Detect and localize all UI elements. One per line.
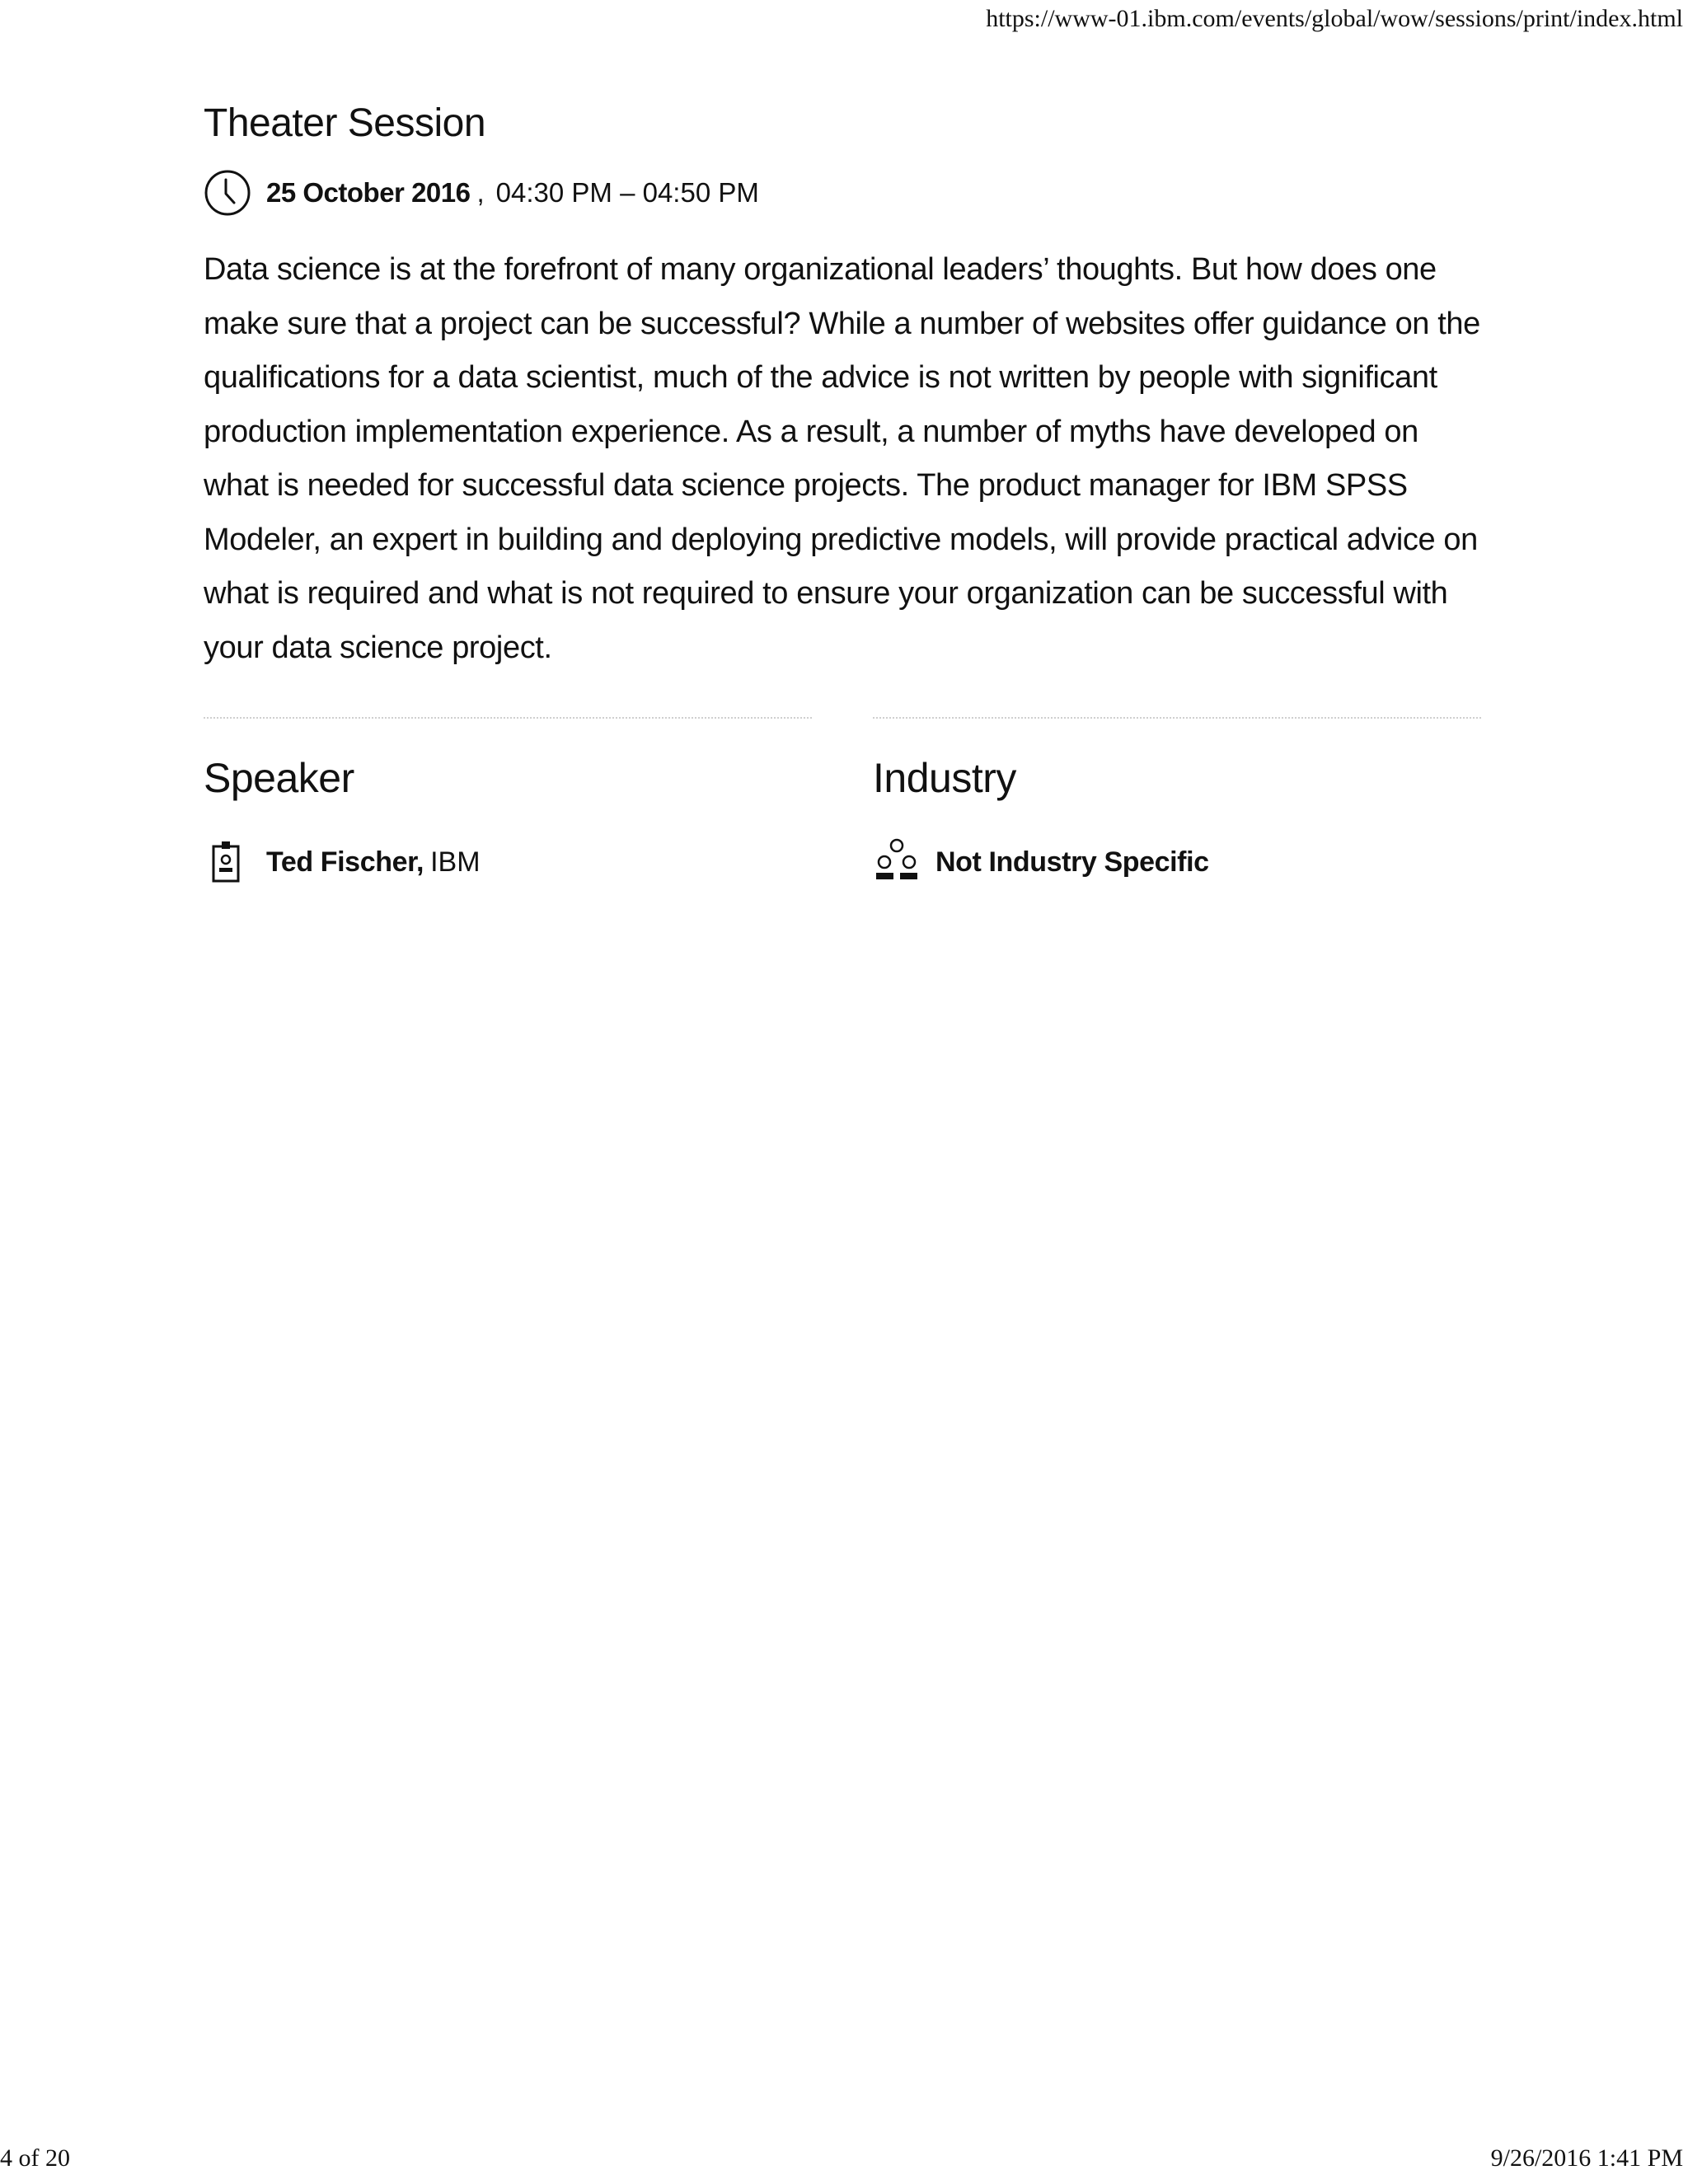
industry-heading: Industry [873, 755, 1016, 801]
divider-right [873, 717, 1481, 719]
session-date: 25 October 2016 [266, 177, 471, 208]
session-date-separator: , [476, 177, 485, 208]
industry-value: Not Industry Specific [935, 846, 1209, 878]
industry-row [873, 837, 1209, 887]
print-timestamp: 9/26/2016 1:41 PM [1490, 2144, 1683, 2172]
clock-icon [204, 169, 251, 217]
session-time-row [204, 168, 759, 218]
session-time-range: 04:30 PM – 04:50 PM [495, 177, 759, 208]
divider-left [204, 717, 812, 719]
id-badge-icon [204, 838, 251, 886]
session-description: Data science is at the forefront of many organizational leaders’ thoughts. But how does one make sure that a project can be successful? While a number of websites offer guidance on the qualifications for a data scientist, much of the advice is not written by people with significant production implementation experience. As a result, a number of myths have developed on what is needed for successful data science projects. The product manager for IBM SPSS Modeler, an expert in building and deploying predictive models, will provide practical advice on what is required and what is not required to ensure your organization can be successful with your data science project. [204, 252, 1480, 665]
speaker-company: IBM [430, 846, 481, 878]
print-page-number: 4 of 20 [0, 2144, 70, 2172]
speaker-row [204, 837, 481, 887]
session-type-title: Theater Session [204, 101, 486, 145]
speaker-heading: Speaker [204, 755, 354, 801]
people-group-icon [873, 838, 921, 886]
print-url: https://www-01.ibm.com/events/global/wow/sessions/print/index.html [986, 5, 1683, 32]
speaker-name: Ted Fischer, [266, 846, 424, 878]
